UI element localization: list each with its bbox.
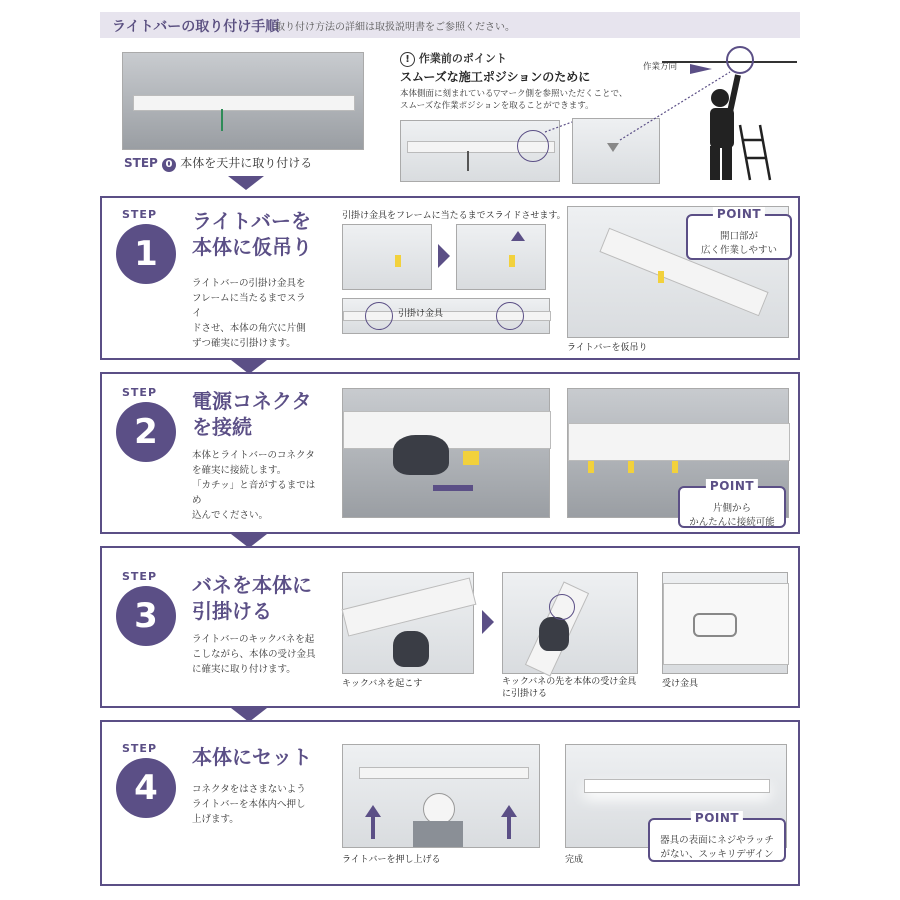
step-4-number: 4 [116,758,176,818]
step-1-title: ライトバーを 本体に仮吊り [192,209,312,259]
step-1-desc: ライトバーの引掛け金具を フレームに当たるまでスライ ドさせ、本体の角穴に片側 ずつ確実に引掛けます。 [192,278,306,349]
header-bar [100,12,800,38]
worker-on-ladder-icon [690,70,790,185]
spring-highlight-circle [549,594,575,620]
step-4-label: STEP [122,742,158,755]
step-1-label: STEP [122,208,158,221]
step-2-desc: 本体とライトバーのコネクタ を確実に接続します。 「カチッ」と音がするまではめ 込んでください。 [192,450,316,521]
work-point-text: 本体側面に刻まれている▽マーク側を参照いただくことで、 スムーズな作業ポジションを取ることができます。 [400,89,628,111]
step-4-caption-a: ライトバーを押し上げる [342,855,441,865]
header-note: 取り付け方法の詳細は取扱説明書をご参照ください。 [275,22,515,33]
step-1-photo-a [342,224,432,290]
step0-photo [122,52,364,150]
work-point-heading: スムーズな施工ポジションのために [400,70,591,84]
step-3-label: STEP [122,570,158,583]
step-2-title: 電源コネクタ を接続 [192,389,312,439]
step-3-desc: ライトバーのキックバネを起 こしながら、本体の受け金具 に確実に取り付けます。 [192,634,316,675]
work-direction-label: 作業方向 [643,62,678,72]
step-4-point: POINT 器具の表面にネジやラッチ がない、スッキリデザイン [648,818,786,862]
step-1-slide-caption: 引掛け金具をフレームに当たるまでスライドさせます。 [342,211,566,221]
alert-icon: ! [400,52,415,67]
arrow-right-icon [482,610,494,634]
step-3-number: 3 [116,586,176,646]
step-1-photo-b [456,224,546,290]
hook-caption: 引掛け金具 [398,309,444,319]
step-4-desc: コネクタをはさまないよう ライトバーを本体内へ押し 上げます。 [192,784,306,825]
step-1-point: POINT 開口部が 広く作業しやすい [686,214,792,260]
step-1-number: 1 [116,224,176,284]
step-3-photo-a [342,572,474,674]
step-2-number: 2 [116,402,176,462]
hook-circle-left [365,302,393,330]
step-3-caption-c: 受け金具 [662,679,699,689]
step-4-photo-a [342,744,540,848]
step-2-point: POINT 片側から かんたんに接続可能 [678,486,786,528]
step-1-photo-caption: ライトバーを仮吊り [567,343,648,353]
step-2-label: STEP [122,386,158,399]
step-3-title: バネを本体に 引掛ける [192,573,312,623]
step-3-caption-a: キックバネを起こす [342,679,423,689]
step-4-title: 本体にセット [192,745,312,769]
arrow-down-icon [228,176,264,190]
step-3-caption-b: キックバネの先を本体の受け金具 に引掛ける [502,677,637,699]
arrow-right-icon [438,244,450,268]
step-2-photo-a [342,388,550,518]
page-title: ライトバーの取り付け手順 [112,19,280,35]
step-3-photo-b [502,572,638,674]
step-3-photo-c [662,572,788,674]
step0-label: STEP 0 本体を天井に取り付ける [124,156,313,170]
step-4-caption-b: 完成 [565,855,584,865]
work-point-title: ! 作業前のポイント [400,50,507,67]
hook-circle-right [496,302,524,330]
